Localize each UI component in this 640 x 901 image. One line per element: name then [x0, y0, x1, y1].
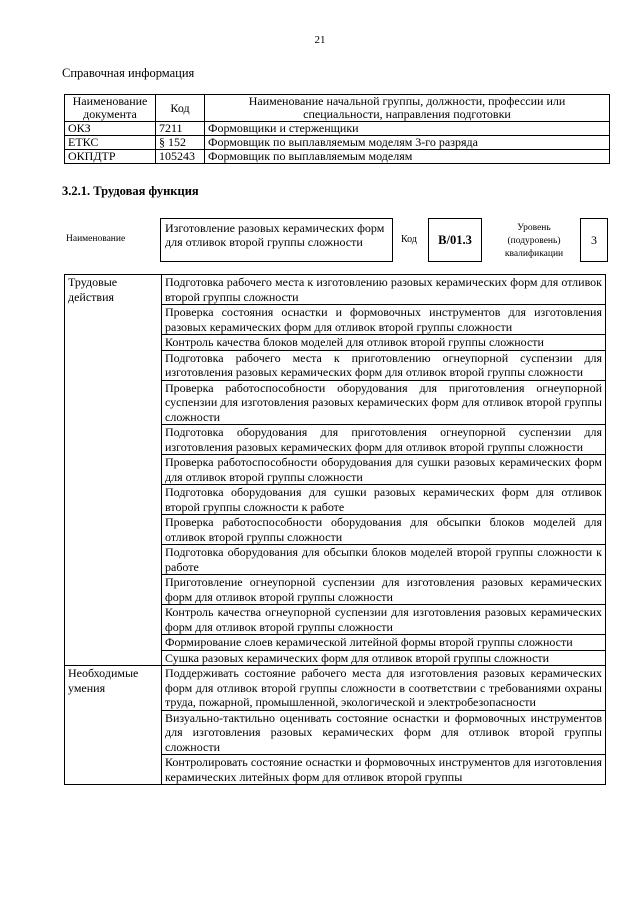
- table-cell: 7211: [156, 122, 205, 136]
- labor-function-table: [64, 274, 606, 785]
- list-item: Проверка работоспособности оборудования для приготовления огнеупорной суспензии для изготовления разовых керамических форм для отливок второй группы сложности: [162, 380, 606, 425]
- level-value: 3: [580, 218, 608, 262]
- table-cell: Формовщик по выплавляемым моделям 3-го разряда: [205, 136, 610, 150]
- table-row: [65, 666, 606, 711]
- list-item: Формирование слоев керамической литейной формы второй группы сложности: [162, 635, 606, 651]
- table-row: [65, 150, 610, 164]
- list-item: Контроль качества блоков моделей для отливок второй группы сложности: [162, 335, 606, 351]
- list-item: Подготовка рабочего места к изготовлению разовых керамических форм для отливок второй группы сложности: [162, 275, 606, 305]
- function-name-value: Изготовление разовых керамических форм для отливок второй группы сложности: [160, 218, 393, 262]
- list-item: Визуально-тактильно оценивать состояние оснастки и формовочных инструментов для изготовления разовых керамических форм для отливок второй группы сложности: [162, 710, 606, 755]
- reference-table: [64, 94, 610, 164]
- reference-title: Справочная информация: [62, 66, 195, 80]
- list-item: Подготовка оборудования для обсыпки блоков моделей второй группы сложности к работе: [162, 545, 606, 575]
- list-item: Контролировать состояние оснастки и формовочных инструментов для изготовления керамических литейных форм для отливок второй группы: [162, 755, 606, 785]
- table-cell: ЕТКС: [65, 136, 156, 150]
- section-heading: 3.2.1. Трудовая функция: [62, 184, 199, 198]
- table-row: [65, 275, 606, 305]
- table-cell: ОКЗ: [65, 122, 156, 136]
- page-number: 21: [314, 34, 326, 46]
- table-cell: ОКПДТР: [65, 150, 156, 164]
- function-name-label: Наименование: [66, 234, 126, 244]
- list-item: Сушка разовых керамических форм для отливок второй группы сложности: [162, 650, 606, 666]
- header-cell: Код: [156, 95, 205, 122]
- table-cell: Формовщик по выплавляемым моделям: [205, 150, 610, 164]
- table-cell: 105243: [156, 150, 205, 164]
- code-value: B/01.3: [428, 218, 482, 262]
- group-label: Трудовые действия: [65, 275, 162, 666]
- list-item: Проверка работоспособности оборудования для обсыпки блоков моделей для отливок второй группы сложности: [162, 515, 606, 545]
- reference-table-header: [65, 95, 610, 122]
- list-item: Контроль качества огнеупорной суспензии для изготовления разовых керамических форм для отливок второй группы сложности: [162, 605, 606, 635]
- table-row: [65, 122, 610, 136]
- level-label: Уровень (подуровень) квалификации: [504, 223, 564, 259]
- header-cell: Наименование документа: [65, 95, 156, 122]
- list-item: Приготовление огнеупорной суспензии для изготовления разовых керамических форм для отливок второй группы сложности: [162, 575, 606, 605]
- group-label: Необходимые умения: [65, 666, 162, 785]
- list-item: Поддерживать состояние рабочего места для изготовления разовых керамических форм для отливок второй группы сложности в соответствии с требованиями охраны труда, пожарной, промышленной, экологической и электробезопасности: [162, 666, 606, 711]
- list-item: Подготовка оборудования для сушки разовых керамических форм для отливок второй группы сложности к работе: [162, 485, 606, 515]
- list-item: Проверка работоспособности оборудования для сушки разовых керамических форм для отливок второй группы сложности: [162, 455, 606, 485]
- table-row: [65, 136, 610, 150]
- table-cell: § 152: [156, 136, 205, 150]
- list-item: Подготовка рабочего места к приготовлению огнеупорной суспензии для изготовления разовых керамических форм для отливок второй группы сложности: [162, 350, 606, 380]
- header-cell: Наименование начальной группы, должности, профессии или специальности, направления подготовки: [205, 95, 610, 122]
- table-cell: Формовщики и стерженщики: [205, 122, 610, 136]
- code-label: Код: [401, 234, 417, 245]
- list-item: Проверка состояния оснастки и формовочных инструментов для изготовления разовых керамических форм для отливок второй группы сложности: [162, 305, 606, 335]
- list-item: Подготовка оборудования для приготовления огнеупорной суспензии для изготовления разовых керамических форм для отливок второй группы сложности: [162, 425, 606, 455]
